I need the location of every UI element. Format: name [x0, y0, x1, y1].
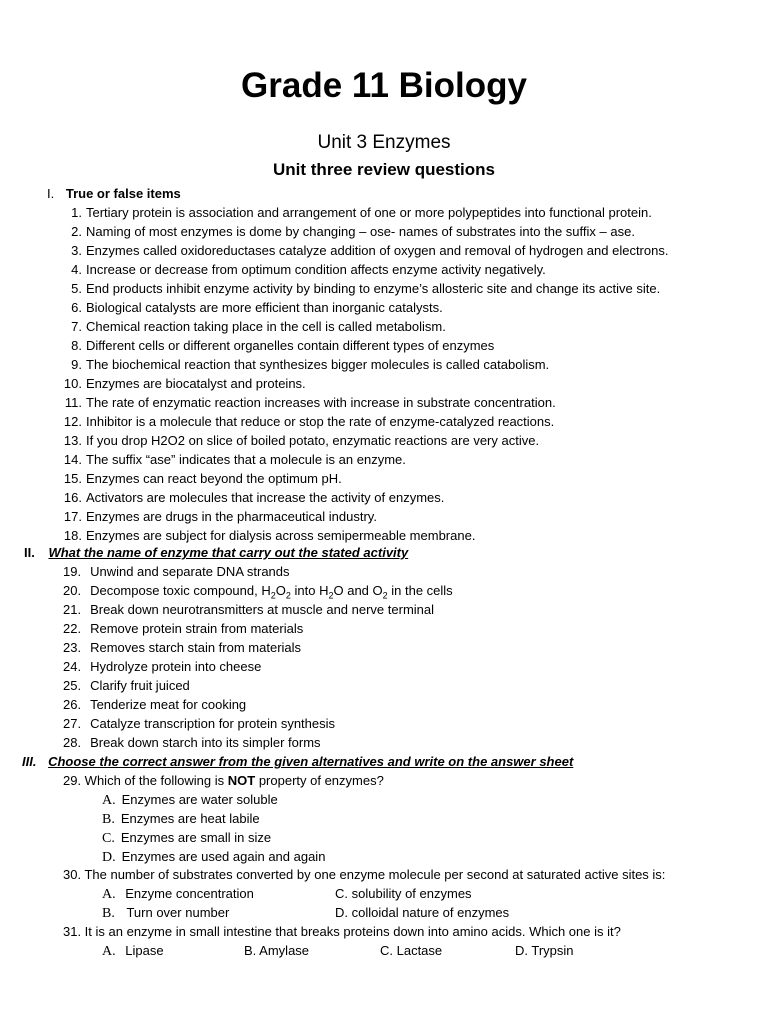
true-false-item — [62, 433, 539, 449]
item-text: Break down starch into its simpler forms — [90, 735, 321, 750]
item-number: 8. — [71, 338, 82, 353]
question-29-pre: 29. Which of the following is — [63, 773, 228, 788]
question-31-option-a — [102, 943, 164, 960]
item-number: 15. — [63, 471, 82, 486]
option-text: Turn over number — [126, 905, 230, 920]
enzyme-activity-item — [63, 697, 246, 713]
item-text: Activators are molecules that increase the activity of enzymes. — [86, 490, 445, 505]
item-text: Decompose toxic compound, $H_2O_2$ into $H_2O$ and $O_2$ in the cells — [90, 583, 453, 601]
question-31-option-b: B. Amylase — [244, 943, 310, 958]
question-29-option — [102, 849, 325, 866]
true-false-item — [62, 319, 446, 335]
item-number: 6. — [71, 300, 82, 315]
enzyme-activity-item — [63, 621, 303, 637]
option-letter: A. — [102, 793, 116, 808]
item-text: The rate of enzymatic reaction increases with increase in substrate concentration. — [86, 395, 556, 410]
question-30-option-b — [102, 905, 229, 922]
question-29-option — [102, 792, 278, 809]
question-31: 31. It is an enzyme in small intestine that breaks proteins down into amino acids. Which one is it? — [63, 924, 621, 939]
question-30: 30. The number of substrates converted by one enzyme molecule per second at saturated active sites is: — [63, 867, 666, 882]
section-1-title: True or false items — [65, 186, 181, 201]
item-number: 11. — [64, 395, 82, 410]
enzyme-activity-item — [63, 640, 301, 656]
unit-heading: Unit 3 Enzymes — [317, 132, 451, 153]
item-text: Tenderize meat for cooking — [90, 697, 247, 712]
question-29 — [63, 773, 384, 789]
true-false-item — [62, 471, 342, 487]
item-number: 3. — [71, 243, 82, 258]
enzyme-activity-item — [63, 564, 290, 580]
section-3-numeral: III. — [22, 754, 37, 769]
item-text: Naming of most enzymes is dome by changing – ose- names of substrates into the suffix – ase. — [86, 224, 635, 239]
item-number: 10. — [63, 376, 82, 391]
item-text: Catalyze transcription for protein synthesis — [90, 716, 336, 731]
item-text: Hydrolyze protein into cheese — [90, 659, 262, 674]
item-text: Enzymes are biocatalyst and proteins. — [86, 376, 306, 391]
section-1-numeral: I. — [47, 186, 55, 201]
option-letter: A. — [102, 944, 116, 959]
true-false-item — [62, 224, 635, 240]
section-1-heading — [47, 186, 181, 202]
option-text: Enzymes are water soluble — [121, 792, 278, 807]
question-29-option — [102, 830, 271, 847]
item-text: Clarify fruit juiced — [90, 678, 190, 693]
item-text: Break down neurotransmitters at muscle and nerve terminal — [90, 602, 435, 617]
true-false-item — [62, 338, 494, 354]
item-text: If you drop H2O2 on slice of boiled potato, enzymatic reactions are very active. — [86, 433, 540, 448]
unit-subtitle: Unit three review questions — [273, 160, 495, 179]
item-text: Enzymes called oxidoreductases catalyze addition of oxygen and removal of hydrogen and electrons. — [86, 243, 669, 258]
true-false-item — [62, 205, 652, 221]
item-text: Enzymes are drugs in the pharmaceutical industry. — [86, 509, 377, 524]
item-number: 24. — [63, 659, 82, 674]
question-30-option-c: C. solubility of enzymes — [335, 886, 472, 901]
true-false-item — [62, 300, 443, 316]
item-text: Removes starch stain from materials — [90, 640, 302, 655]
question-29-post: property of enzymes? — [255, 773, 384, 788]
item-number: 28. — [63, 735, 82, 750]
true-false-item — [62, 357, 549, 373]
item-number: 27. — [63, 716, 82, 731]
item-number: 21. — [63, 602, 82, 617]
question-29-bold: NOT — [227, 773, 256, 788]
true-false-item — [62, 528, 475, 544]
item-number: 26. — [63, 697, 82, 712]
item-number: 14. — [63, 452, 82, 467]
item-number: 23. — [63, 640, 82, 655]
option-text: Enzymes are small in size — [120, 830, 272, 845]
question-29-option — [102, 811, 260, 828]
item-number: 13. — [63, 433, 82, 448]
item-text: End products inhibit enzyme activity by binding to enzyme’s allosteric site and change its active site. — [86, 281, 661, 296]
enzyme-activity-item — [63, 659, 261, 675]
item-number: 22. — [63, 621, 82, 636]
item-text: Enzymes are subject for dialysis across semipermeable membrane. — [86, 528, 476, 543]
item-number: 19. — [63, 564, 82, 579]
true-false-item — [62, 414, 554, 430]
option-text: Lipase — [125, 943, 164, 958]
question-30-option-d: D. colloidal nature of enzymes — [335, 905, 510, 920]
option-letter: A. — [102, 887, 116, 902]
item-text: Different cells or different organelles contain different types of enzymes — [86, 338, 495, 353]
question-30-option-a — [102, 886, 254, 903]
section-2-title: What the name of enzyme that carry out the stated activity — [48, 545, 409, 560]
true-false-item — [62, 376, 306, 392]
section-3-heading — [22, 754, 573, 770]
item-number: 2. — [71, 224, 82, 239]
option-letter: C. — [102, 831, 115, 846]
item-text: Biological catalysts are more efficient than inorganic catalysts. — [86, 300, 443, 315]
item-number: 5. — [71, 281, 82, 296]
item-number: 17. — [63, 509, 82, 524]
item-text: Inhibitor is a molecule that reduce or stop the rate of enzyme-catalyzed reactions. — [86, 414, 555, 429]
item-number: 1. — [71, 205, 82, 220]
item-number: 16. — [63, 490, 82, 505]
document-title: Grade 11 Biology — [241, 66, 527, 105]
enzyme-activity-item — [63, 716, 335, 732]
item-text: The biochemical reaction that synthesizes bigger molecules is called catabolism. — [86, 357, 550, 372]
option-text: Enzymes are used again and again — [121, 849, 326, 864]
item-number: 4. — [71, 262, 82, 277]
item-text: Chemical reaction taking place in the cell is called metabolism. — [86, 319, 446, 334]
item-number: 7. — [71, 319, 82, 334]
section-2-numeral: II. — [24, 545, 35, 560]
true-false-item — [62, 452, 406, 468]
option-letter: B. — [102, 812, 115, 827]
enzyme-activity-item — [63, 602, 434, 618]
question-31-option-c: C. Lactase — [380, 943, 443, 958]
true-false-item — [62, 281, 660, 297]
true-false-item — [62, 262, 546, 278]
true-false-item — [62, 243, 668, 259]
item-number: 18. — [63, 528, 82, 543]
option-text: Enzymes are heat labile — [120, 811, 260, 826]
option-letter: D. — [102, 850, 116, 865]
item-text: Unwind and separate DNA strands — [90, 564, 290, 579]
item-number: 12. — [63, 414, 82, 429]
item-text: The suffix “ase” indicates that a molecule is an enzyme. — [86, 452, 406, 467]
enzyme-activity-item — [63, 735, 321, 751]
enzyme-activity-item — [63, 678, 190, 694]
item-text: Increase or decrease from optimum condition affects enzyme activity negatively. — [86, 262, 546, 277]
section-2-heading — [24, 545, 408, 561]
true-false-item — [62, 509, 377, 525]
item-text: Enzymes can react beyond the optimum pH. — [86, 471, 342, 486]
item-number: 25. — [63, 678, 82, 693]
option-text: Enzyme concentration — [125, 886, 254, 901]
item-number: 20. — [63, 583, 82, 598]
true-false-item — [62, 395, 556, 411]
true-false-item — [62, 490, 444, 506]
item-number: 9. — [71, 357, 82, 372]
enzyme-activity-item — [63, 583, 453, 604]
section-3-title: Choose the correct answer from the given alternatives and write on the answer sheet — [48, 754, 574, 769]
question-31-option-d: D. Trypsin — [515, 943, 574, 958]
option-letter: B. — [102, 906, 115, 921]
item-text: Tertiary protein is association and arrangement of one or more polypeptides into functional protein. — [86, 205, 652, 220]
item-text: Remove protein strain from materials — [90, 621, 304, 636]
